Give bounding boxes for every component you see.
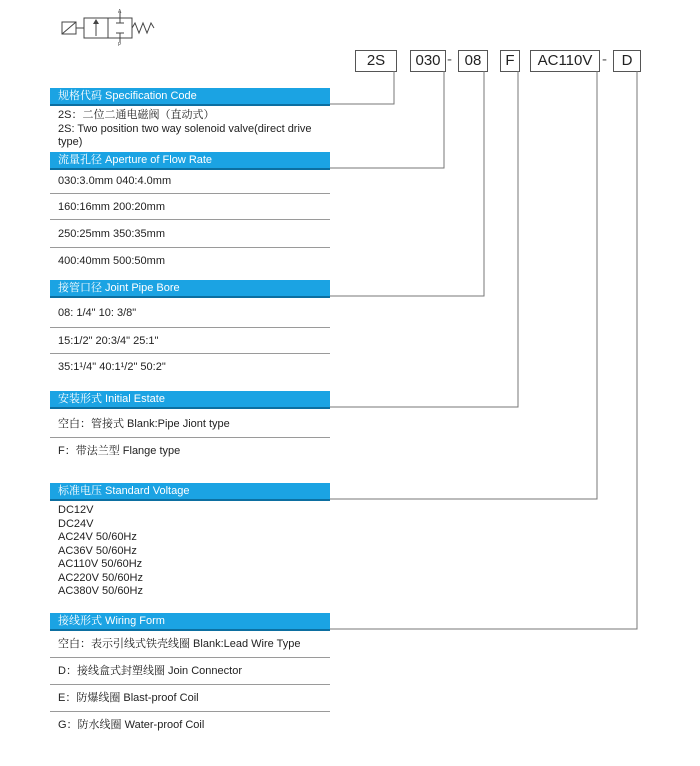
voltage-item: AC380V 50/60Hz	[58, 585, 143, 597]
pipe-row: 35:1¹/4" 40:1¹/2" 50:2"	[58, 361, 166, 373]
port-a-label: A	[118, 9, 122, 15]
voltage-item: AC110V 50/60Hz	[58, 558, 143, 570]
code-part-wiring: D	[613, 50, 641, 72]
code-part-install: F	[500, 50, 520, 72]
code-part-pipe: 08	[458, 50, 488, 72]
wiring-row: 空白：表示引线式铁壳线圈 Blank:Lead Wire Type	[50, 631, 330, 658]
section-header-voltage: 标准电压 Standard Voltage	[50, 483, 330, 499]
code-dash: -	[447, 51, 452, 68]
pipe-row: 08: 1/4" 10: 3/8"	[50, 298, 330, 328]
flow-row: 250:25mm 350:35mm	[50, 220, 330, 248]
voltage-item: DC24V	[58, 517, 94, 530]
flow-row: 030:3.0mm 040:4.0mm	[50, 168, 330, 194]
install-row: F：带法兰型 Flange type	[58, 445, 181, 457]
section-header-flow: 流量孔径 Aperture of Flow Rate	[50, 152, 330, 168]
code-dash: -	[602, 51, 607, 68]
wiring-row: E：防爆线圈 Blast-proof Coil	[50, 685, 330, 712]
pipe-row: 15:1/2" 20:3/4" 25:1"	[50, 328, 330, 354]
spec-line-en: 2S: Two position two way solenoid valve(direct drive type)	[58, 122, 312, 148]
install-row: 空白：管接式 Blank:Pipe Jiont type	[50, 410, 330, 438]
wiring-row: D：接线盒式封塑线圈 Join Connector	[50, 658, 330, 685]
voltage-item: AC24V 50/60Hz	[58, 531, 137, 543]
voltage-item: DC12V	[58, 504, 94, 516]
spec-line-cn: 2S：二位二通电磁阀（直动式）	[58, 109, 215, 121]
voltage-list	[50, 504, 330, 599]
section-header-wiring: 接线形式 Wiring Form	[50, 613, 330, 629]
voltage-item: AC220V 50/60Hz	[58, 571, 143, 584]
flow-row: 400:40mm 500:50mm	[58, 255, 165, 267]
section-header-install: 安装形式 Initial Estate	[50, 391, 330, 407]
code-part-flow: 030	[410, 50, 446, 72]
port-p-label: P	[118, 42, 122, 46]
section-header-spec: 规格代码 Specification Code	[50, 88, 330, 104]
code-part-voltage: AC110V	[530, 50, 600, 72]
flow-row: 160:16mm 200:20mm	[50, 194, 330, 220]
wiring-row: G：防水线圈 Water-proof Coil	[58, 719, 205, 731]
spec-description	[50, 109, 330, 148]
code-part-spec: 2S	[355, 50, 397, 72]
voltage-item: AC36V 50/60Hz	[58, 544, 137, 557]
solenoid-valve-symbol-icon	[60, 8, 170, 46]
section-header-pipe: 接管口径 Joint Pipe Bore	[50, 280, 330, 296]
